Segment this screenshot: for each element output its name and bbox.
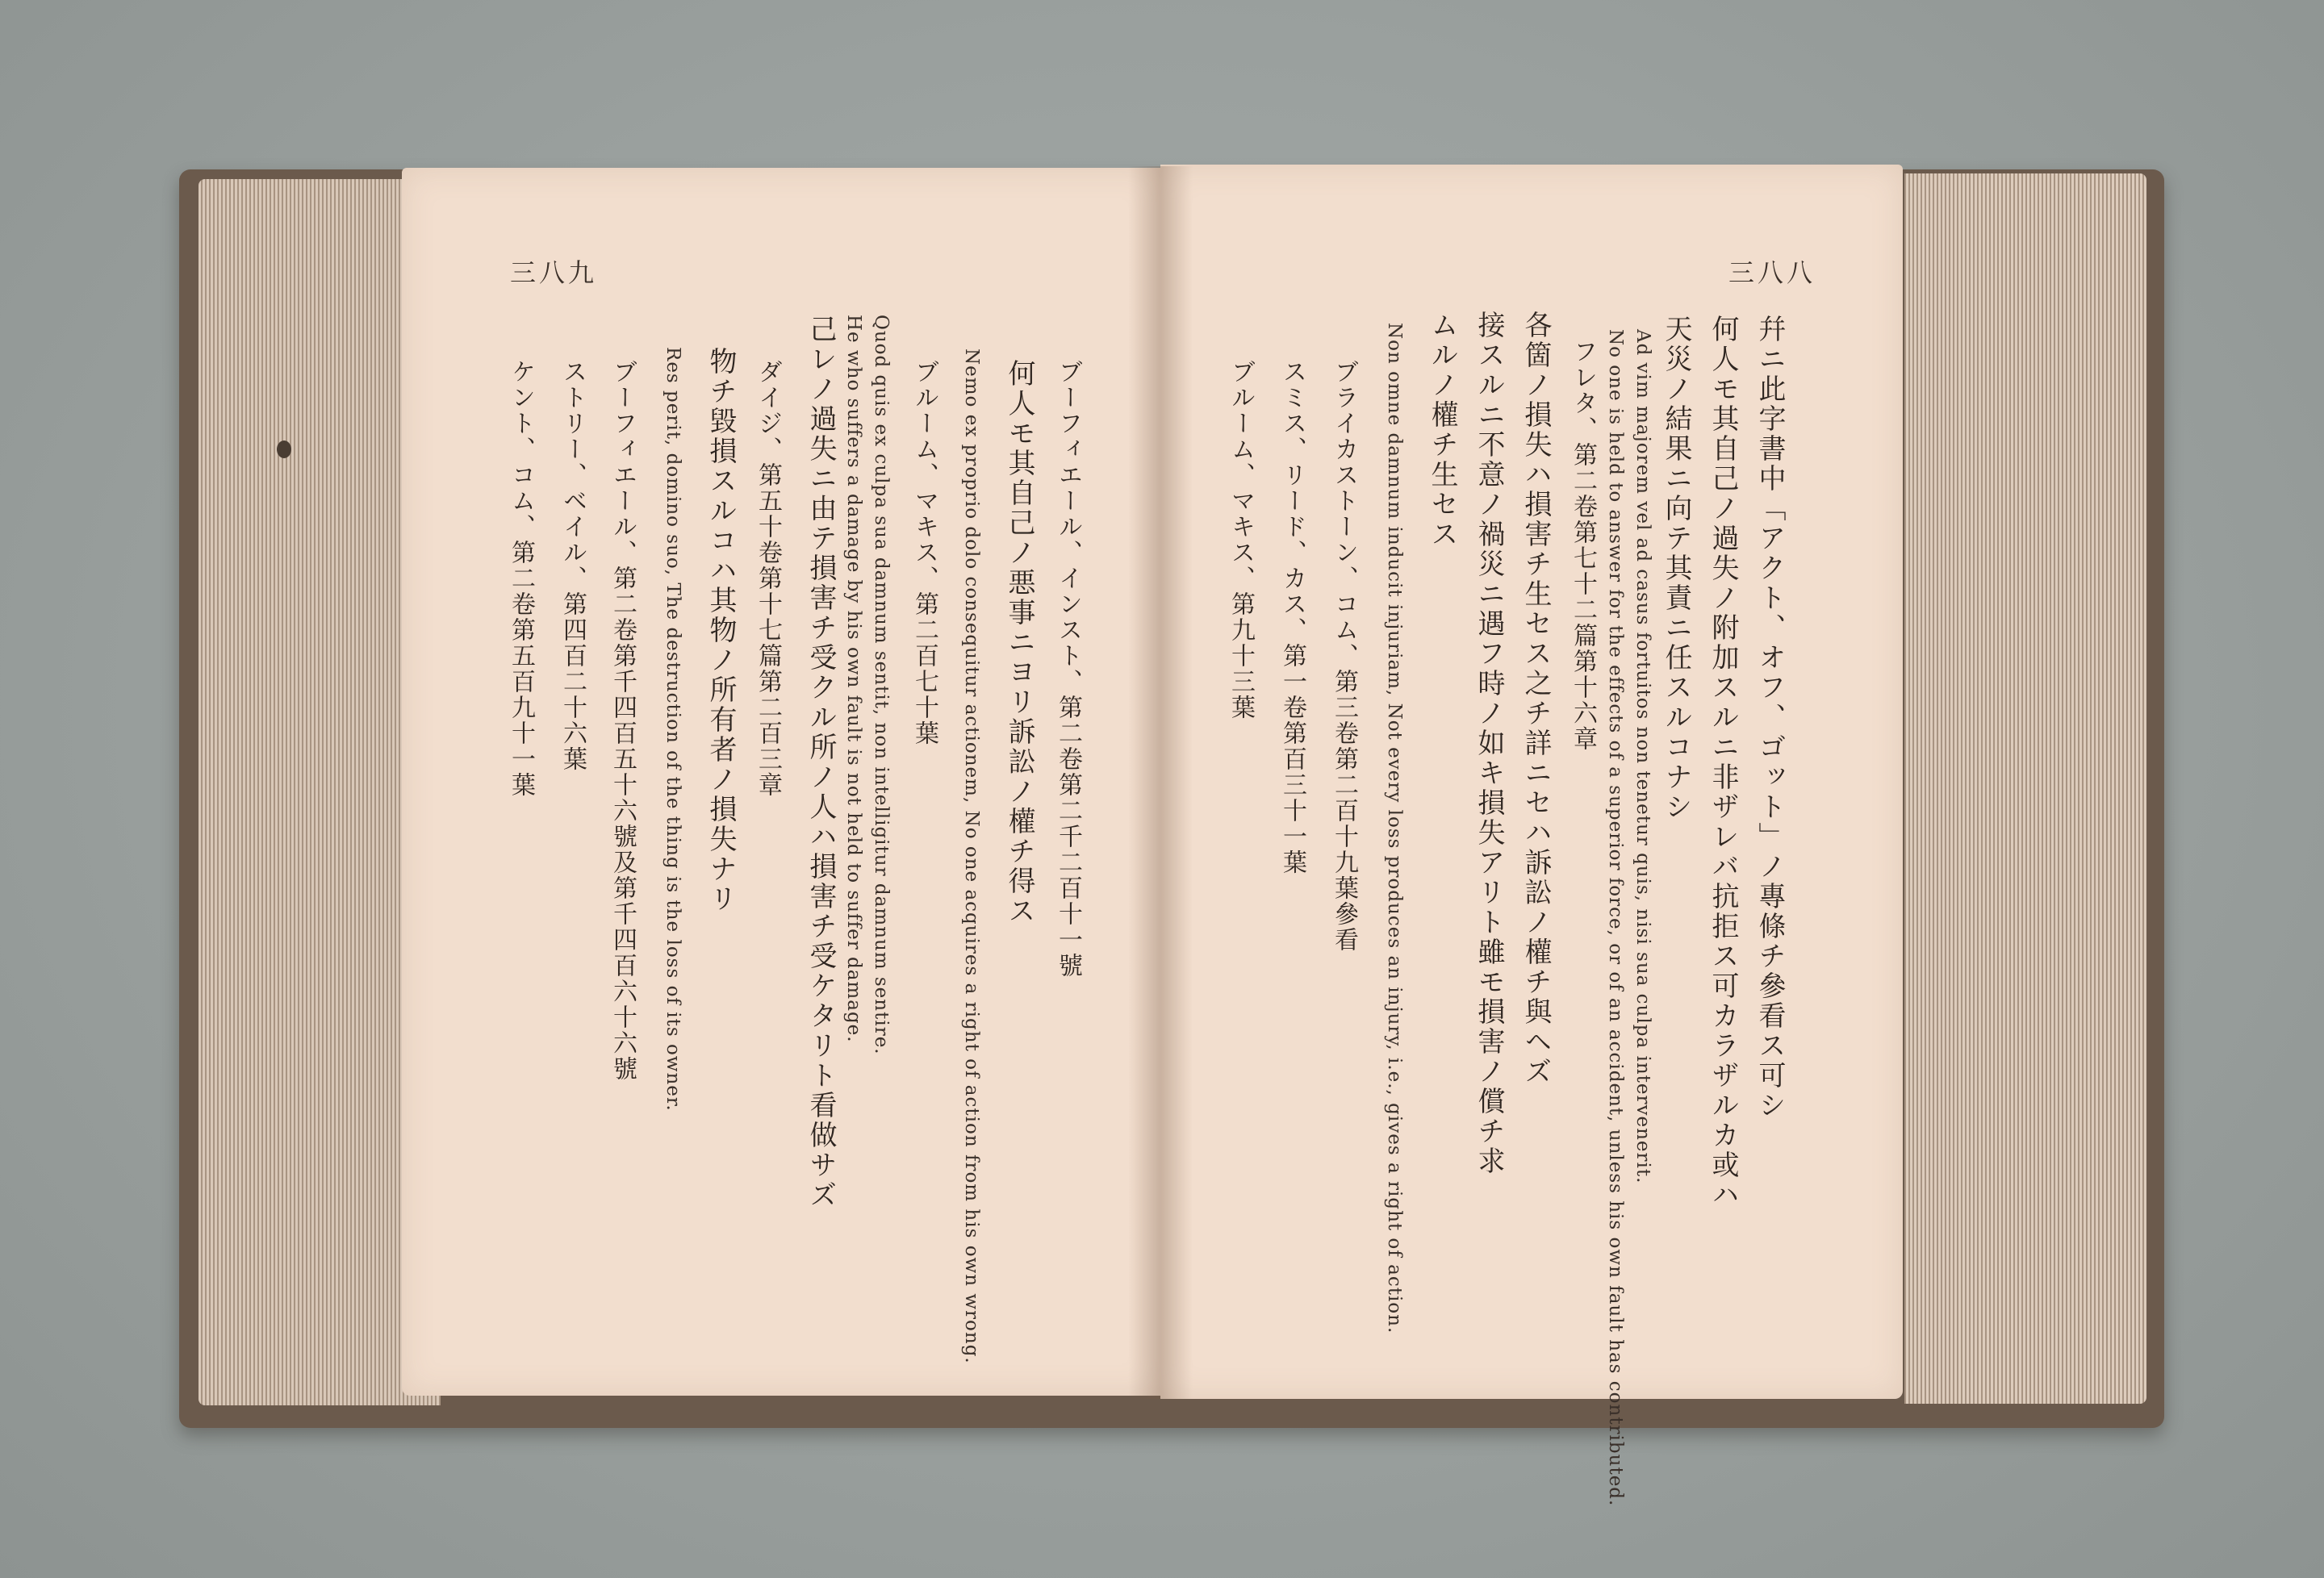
left-line-3: Nemo ex proprio dolo consequitur actionem, No one acquires a right of action from his own wrong. <box>961 349 982 1364</box>
left-line-11: ブーフィエール、第二卷第千四百五十六號及第千四百六十六號 <box>608 359 637 1082</box>
right-line-10: Non omne damnum inducit injuriam, Not every loss produces an injury, i.e., gives a right of action. <box>1384 323 1405 1334</box>
left-line-2: 何人モ其自己ノ悪事ニヨリ訴訟ノ權チ得ス <box>1003 359 1035 926</box>
left-line-12: ストリー、ベイル、第四百二十六葉 <box>558 359 587 772</box>
right-page-stack <box>1904 173 2146 1404</box>
right-line-9: ムルノ權チ生セス <box>1426 311 1458 549</box>
right-page-number: 三八八 <box>1728 257 1816 288</box>
left-page-number: 三八九 <box>510 257 598 288</box>
left-line-5: Quod quis ex culpa sua damnum sentit, non intelligitur damnum sentire. <box>871 315 892 1055</box>
right-line-3: 天災ノ結果ニ向テ其責ニ任スルコナシ <box>1660 315 1692 822</box>
right-line-7: 各箇ノ損失ハ損害チ生セス之チ詳ニセハ訴訟ノ權チ與ヘズ <box>1519 311 1552 1087</box>
left-line-9: 物チ毀損スルコハ其物ノ所有者ノ損失ナリ <box>704 347 737 914</box>
right-line-13: ブルーム、マキス、第九十三葉 <box>1227 359 1255 720</box>
book-gutter <box>1128 166 1193 1399</box>
right-line-8: 接スルニ不意ノ禍災ニ遇フ時ノ如キ損失アリト雖モ損害ノ償チ求 <box>1473 311 1505 1176</box>
punch-hole <box>277 440 291 458</box>
right-line-4: Ad vim majorem vel ad casus fortuitos non tenetur quis, nisi sua culpa intervenerit. <box>1632 329 1653 1184</box>
left-line-13: ケント、コム、第二卷第五百九十一葉 <box>507 359 535 798</box>
right-line-5: No one is held to answer for the effects of a superior force, or of an accident, unless his own fault has contributed. <box>1605 329 1626 1507</box>
left-line-8: ダイジ、第五十卷第十七篇第二百三章 <box>754 359 782 798</box>
left-line-6: He who suffers a damage by his own fault is not held to suffer damage. <box>843 315 864 1043</box>
left-line-4: ブルーム、マキス、第二百七十葉 <box>910 359 938 746</box>
left-line-7: 己レノ過失ニ由テ損害チ受クル所ノ人ハ損害チ受ケタリト看做サズ <box>805 315 837 1210</box>
left-line-10: Res perit, domino suo, The destruction of the thing is the loss of its owner. <box>663 347 683 1112</box>
right-line-6: フレタ、第二卷第七十二篇第十六章 <box>1569 339 1597 752</box>
right-line-1: 幷ニ此字書中「アクト、オフ、ゴット」ノ專條チ參看ス可シ <box>1753 315 1786 1121</box>
right-line-12: スミス、リード、カス、第一卷第百三十一葉 <box>1278 359 1306 875</box>
right-line-11: ブライカストーン、コム、第三卷第二百十九葉參看 <box>1330 359 1358 953</box>
left-line-1: ブーフィエール、インスト、第二卷第二千二百十一號 <box>1054 359 1082 979</box>
right-line-2: 何人モ其自己ノ過失ノ附加スルニ非ザレバ抗拒ス可カラザルカ或ハ <box>1707 315 1739 1210</box>
